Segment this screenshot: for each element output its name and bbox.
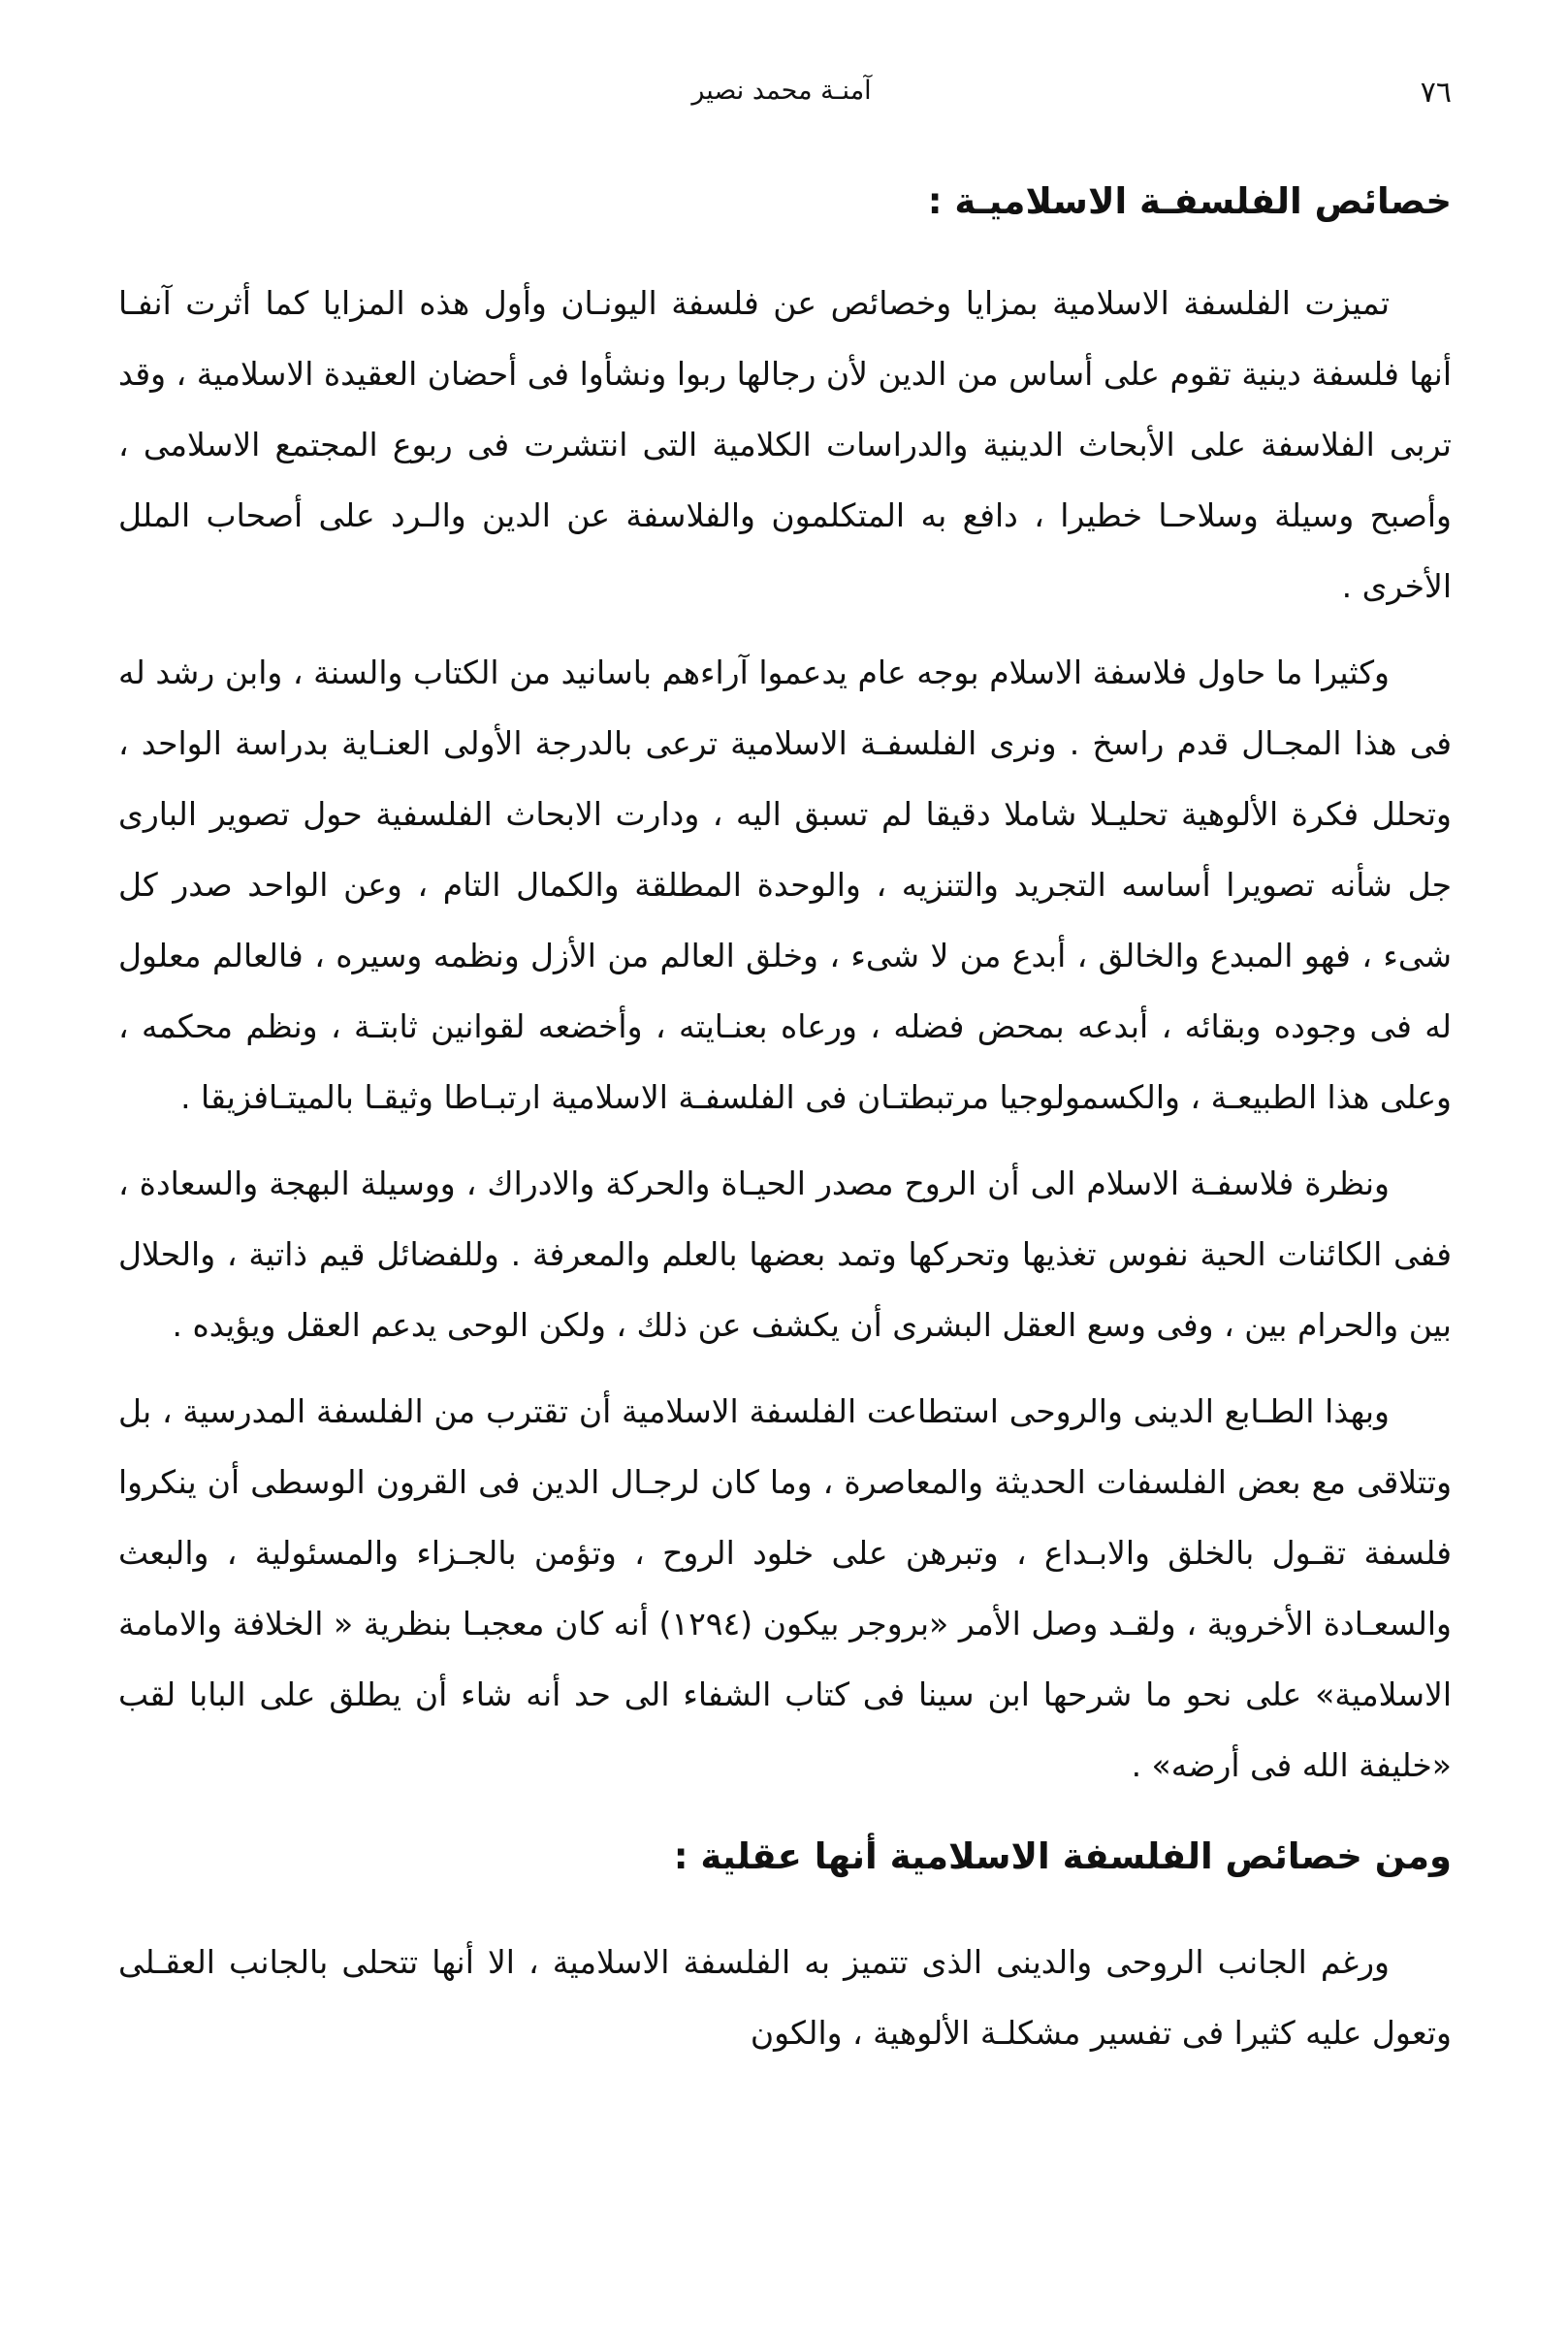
running-head-author: آمنـة محمد نصير [691, 76, 872, 106]
paragraph-1: تميزت الفلسفة الاسلامية بمزايا وخصائص عن فلسفة اليونـان وأول هذه المزايا كما أثرت آنفـا أنها فلسفة دينية تقوم على أساس من الدين لأن رجالها ربوا ونشأوا فى أحضان العقيدة الاسلامية ، وقد تربى الفلاسفة على الأبحاث الدينية والدراسات الكلامية التى انتشرت فى ربوع المجتمع الاسلامى ، وأصبح وسيلة وسلاحـا خطيرا ، دافع به المتكلمون والفلاسفة عن الدين والـرد على أصحاب الملل الأخرى . [118, 284, 1452, 605]
page-header [112, 76, 1452, 124]
page-number: ٧٦ [1420, 76, 1452, 110]
paragraph-4: وبهذا الطـابع الدينى والروحى استطاعت الفلسفة الاسلامية أن تقترب من الفلسفة المدرسية ، بل وتتلاقى مع بعض الفلسفات الحديثة والمعاصرة ، وما كان لرجـال الدين فى القرون الوسطى أن ينكروا فلسفة تقـول بالخلق والابـداع ، وتبرهن على خلود الروح ، وتؤمن بالجـزاء والمسئولية ، والبعث والسعـادة الأخروية ، ولقـد وصل الأمر «بروجر بيكون (١٢٩٤) أنه كان معجبـا بنظرية « الخلافة والامامة الاسلامية» على نحو ما شرحها ابن سينا فى كتاب الشفاء الى حد أنه شاء أن يطلق على البابا لقب «خليفة الله فى أرضه» . [118, 1392, 1452, 1784]
paragraph-5: ورغم الجانب الروحى والدينى الذى تتميز به الفلسفة الاسلامية ، الا أنها تتحلى بالجانب العقـلى وتعول عليه كثيرا فى تفسير مشكلـة الألوهية ، والكون [118, 1943, 1452, 2052]
paragraph-2: وكثيرا ما حاول فلاسفة الاسلام بوجه عام يدعموا آراءهم باسانيد من الكتاب والسنة ، وابن رشد له فى هذا المجـال قدم راسخ . ونرى الفلسفـة الاسلامية ترعى بالدرجة الأولى العنـاية بدراسة الواحد ، وتحلل فكرة الألوهية تحليـلا شاملا دقيقا لم تسبق اليه ، ودارت الابحاث الفلسفية حول تصوير البارى جل شأنه تصويرا أساسه التجريد والتنزيه ، والوحدة المطلقة والكمال التام ، وعن الواحد صدر كل شىء ، فهو المبدع والخالق ، أبدع من لا شىء ، وخلق العالم من الأزل ونظمه وسيره ، فالعالم معلول له فى وجوده وبقائه ، أبدعه بمحض فضله ، ورعاه بعنـايته ، وأخضعه لقوانين ثابتـة ، ونظم محكمه ، وعلى هذا الطبيعـة ، والكسمولوجيا مرتبطتـان فى الفلسفـة الاسلامية ارتبـاطا وثيقـا بالميتـافزيقا . [118, 654, 1452, 1116]
paragraph-3: ونظرة فلاسفـة الاسلام الى أن الروح مصدر الحيـاة والحركة والادراك ، ووسيلة البهجة والسعادة ، ففى الكائنات الحية نفوس تغذيها وتحركها وتمد بعضها بالعلم والمعرفة . وللفضائل قيم ذاتية ، والحلال بين والحرام بين ، وفى وسع العقل البشرى أن يكشف عن ذلك ، ولكن الوحى يدعم العقل ويؤيده . [118, 1164, 1452, 1344]
section-heading-characteristics: خصائص الفلسفـة الاسلاميـة : [927, 180, 1452, 222]
page-body [118, 175, 1452, 2084]
section-heading-rational: ومن خصائص الفلسفة الاسلامية أنها عقلية : [673, 1835, 1452, 1877]
